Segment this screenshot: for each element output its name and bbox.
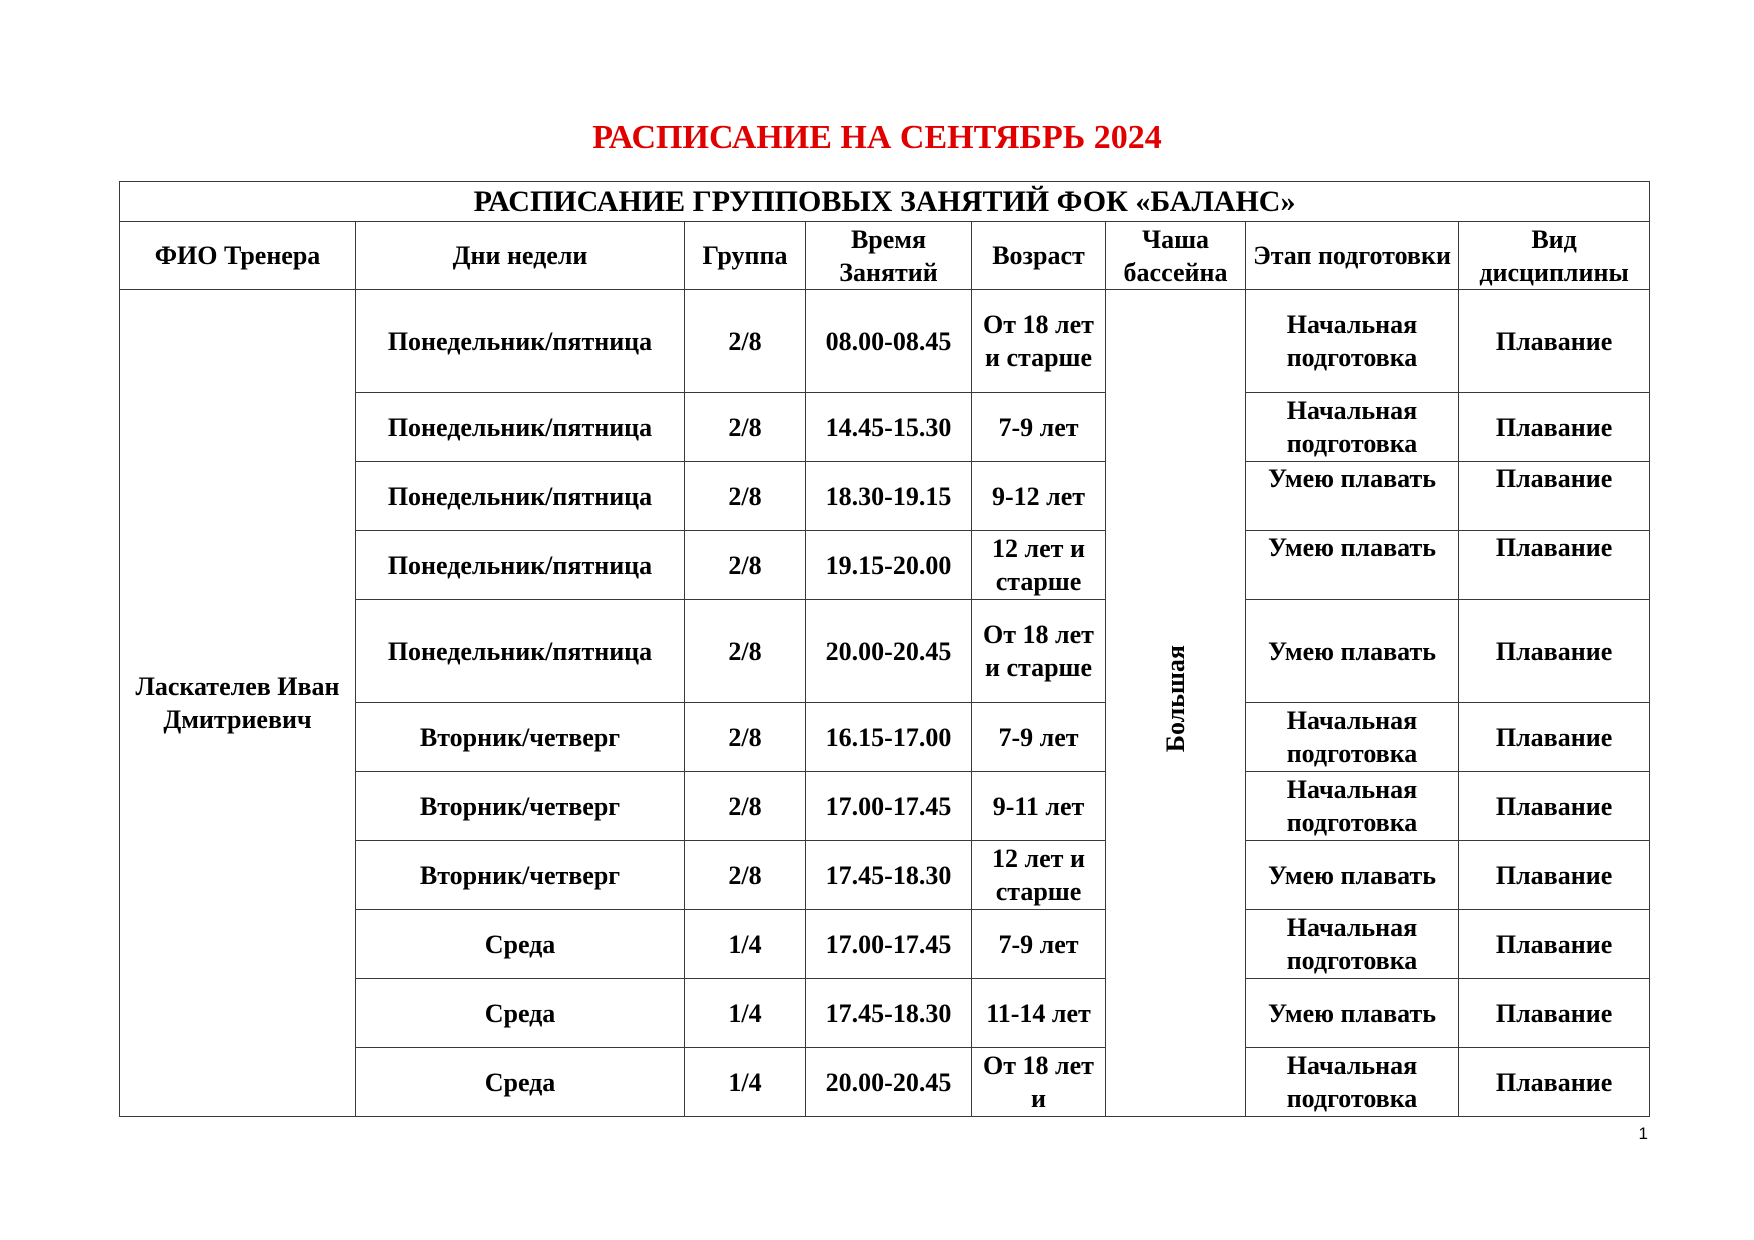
trainer-name: Ласкателев Иван Дмитриевич — [120, 290, 356, 1117]
age-cell: 9-12 лет — [972, 462, 1106, 531]
age-cell: 12 лет и старше — [972, 531, 1106, 600]
stage-cell: Начальная подготовка — [1246, 393, 1459, 462]
time-cell: 08.00-08.45 — [806, 290, 972, 393]
table-caption-row — [120, 182, 1650, 222]
discipline-cell: Плавание — [1459, 393, 1650, 462]
header-row — [120, 222, 1650, 290]
group-cell: 2/8 — [685, 531, 806, 600]
time-cell: 14.45-15.30 — [806, 393, 972, 462]
group-cell: 2/8 — [685, 290, 806, 393]
days-cell: Понедельник/пятница — [356, 531, 685, 600]
schedule-table — [119, 181, 1650, 1117]
discipline-cell: Плавание — [1459, 703, 1650, 772]
stage-cell: Умею плавать — [1246, 841, 1459, 910]
age-cell: От 18 лет и старше — [972, 600, 1106, 703]
age-cell: 12 лет и старше — [972, 841, 1106, 910]
header-trainer: ФИО Тренера — [120, 222, 356, 290]
age-cell: От 18 лет и старше — [972, 290, 1106, 393]
group-cell: 2/8 — [685, 841, 806, 910]
age-cell: От 18 лет и — [972, 1048, 1106, 1117]
discipline-cell: Плавание — [1459, 462, 1650, 531]
age-cell: 9-11 лет — [972, 772, 1106, 841]
group-cell: 1/4 — [685, 910, 806, 979]
group-cell: 2/8 — [685, 703, 806, 772]
header-stage: Этап подготовки — [1246, 222, 1459, 290]
days-cell: Среда — [356, 979, 685, 1048]
stage-cell: Умею плавать — [1246, 600, 1459, 703]
discipline-cell: Плавание — [1459, 910, 1650, 979]
days-cell: Понедельник/пятница — [356, 600, 685, 703]
header-discipline: Вид дисциплины — [1459, 222, 1650, 290]
time-cell: 17.45-18.30 — [806, 841, 972, 910]
stage-cell: Начальная подготовка — [1246, 290, 1459, 393]
group-cell: 2/8 — [685, 772, 806, 841]
stage-cell: Начальная подготовка — [1246, 772, 1459, 841]
stage-cell: Умею плавать — [1246, 462, 1459, 531]
time-cell: 17.45-18.30 — [806, 979, 972, 1048]
page-number: 1 — [1638, 1124, 1648, 1143]
age-cell: 7-9 лет — [972, 703, 1106, 772]
group-cell: 1/4 — [685, 1048, 806, 1117]
time-cell: 16.15-17.00 — [806, 703, 972, 772]
age-cell: 7-9 лет — [972, 393, 1106, 462]
stage-cell: Начальная подготовка — [1246, 1048, 1459, 1117]
discipline-cell: Плавание — [1459, 600, 1650, 703]
header-time: Время Занятий — [806, 222, 972, 290]
stage-cell: Умею плавать — [1246, 979, 1459, 1048]
discipline-cell: Плавание — [1459, 1048, 1650, 1117]
group-cell: 1/4 — [685, 979, 806, 1048]
group-cell: 2/8 — [685, 462, 806, 531]
days-cell: Понедельник/пятница — [356, 290, 685, 393]
time-cell: 17.00-17.45 — [806, 910, 972, 979]
discipline-cell: Плавание — [1459, 531, 1650, 600]
stage-cell: Начальная подготовка — [1246, 910, 1459, 979]
page-title: РАСПИСАНИЕ НА СЕНТЯБРЬ 2024 — [592, 119, 1162, 156]
pool-cell — [1106, 290, 1246, 1117]
time-cell: 18.30-19.15 — [806, 462, 972, 531]
table-caption: РАСПИСАНИЕ ГРУППОВЫХ ЗАНЯТИЙ ФОК «БАЛАНС» — [120, 182, 1650, 222]
days-cell: Понедельник/пятница — [356, 393, 685, 462]
time-cell: 17.00-17.45 — [806, 772, 972, 841]
group-cell: 2/8 — [685, 600, 806, 703]
header-pool: Чаша бассейна — [1106, 222, 1246, 290]
time-cell: 20.00-20.45 — [806, 600, 972, 703]
time-cell: 20.00-20.45 — [806, 1048, 972, 1117]
stage-cell: Начальная подготовка — [1246, 703, 1459, 772]
days-cell: Вторник/четверг — [356, 703, 685, 772]
discipline-cell: Плавание — [1459, 841, 1650, 910]
days-cell: Вторник/четверг — [356, 841, 685, 910]
discipline-cell: Плавание — [1459, 772, 1650, 841]
age-cell: 7-9 лет — [972, 910, 1106, 979]
time-cell: 19.15-20.00 — [806, 531, 972, 600]
discipline-cell: Плавание — [1459, 979, 1650, 1048]
discipline-cell: Плавание — [1459, 290, 1650, 393]
stage-cell: Умею плавать — [1246, 531, 1459, 600]
pool-label: Большая — [1161, 645, 1190, 753]
days-cell: Понедельник/пятница — [356, 462, 685, 531]
header-age: Возраст — [972, 222, 1106, 290]
header-days: Дни недели — [356, 222, 685, 290]
group-cell: 2/8 — [685, 393, 806, 462]
days-cell: Вторник/четверг — [356, 772, 685, 841]
age-cell: 11-14 лет — [972, 979, 1106, 1048]
table-row — [120, 290, 1650, 393]
days-cell: Среда — [356, 910, 685, 979]
days-cell: Среда — [356, 1048, 685, 1117]
header-group: Группа — [685, 222, 806, 290]
